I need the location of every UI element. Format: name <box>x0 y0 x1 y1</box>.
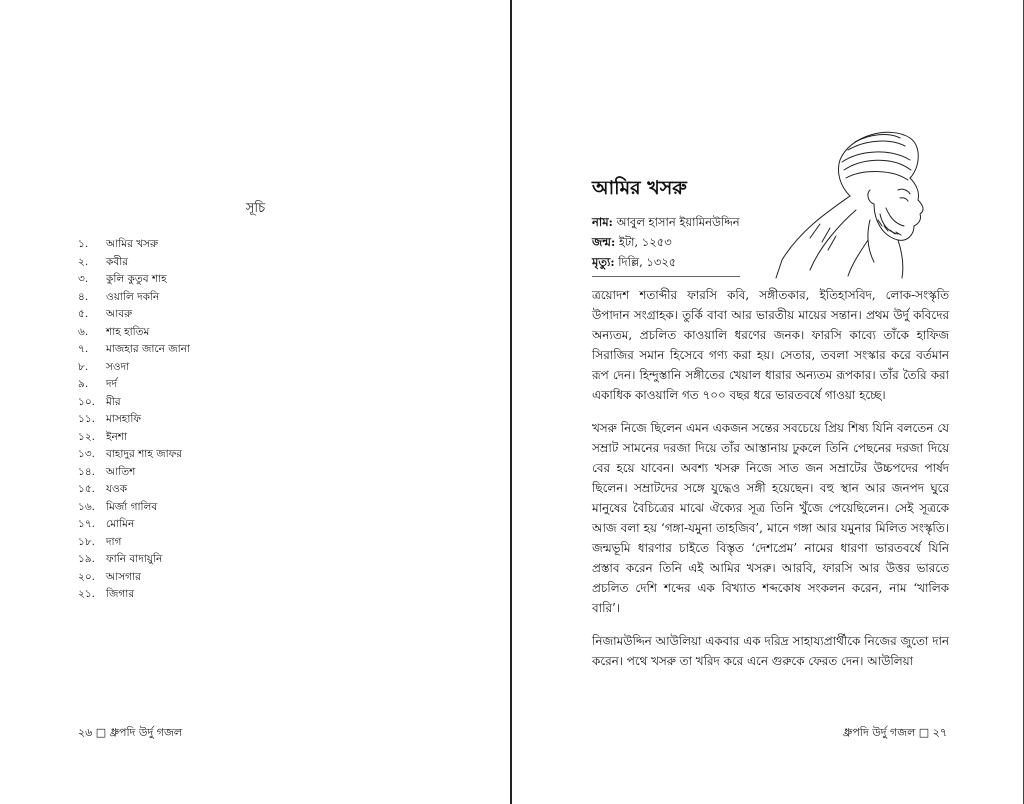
toc-item-title: দর্দ <box>106 378 118 390</box>
toc-item-title: ফানি বাদায়ুনি <box>106 553 163 565</box>
toc-item-number: ১. <box>78 238 89 250</box>
meta-divider <box>592 276 740 277</box>
meta-label: জন্ম: <box>592 235 616 249</box>
meta-value: ইটা, ১২৫৩ <box>618 235 672 249</box>
toc-item-number: ২১. <box>78 588 95 600</box>
toc-item <box>78 586 190 604</box>
right-page <box>512 0 1024 804</box>
toc-item-number: ১২. <box>78 430 95 443</box>
toc-title: সূচি <box>245 201 266 216</box>
toc-item-number: ১৫. <box>78 483 95 495</box>
toc-item <box>78 254 190 272</box>
toc-item-number: ৬. <box>78 325 89 338</box>
biography-text <box>592 285 949 683</box>
meta-name-row <box>592 212 740 232</box>
toc-item <box>78 271 190 289</box>
toc-item <box>78 236 190 254</box>
toc-item-number: ১৮. <box>78 535 95 548</box>
left-page-footer: ২৬ □ ধ্রুপদি উর্দু গজল <box>78 726 183 739</box>
toc-item <box>78 429 190 447</box>
meta-value: আবুল হাসান ইয়ামিনউদ্দিন <box>616 215 740 229</box>
toc-item-number: ৩. <box>78 273 89 285</box>
toc-item-number: ২. <box>78 255 89 268</box>
toc-item <box>78 324 190 342</box>
toc-item <box>78 306 190 324</box>
toc-item-number: ৪. <box>78 290 89 303</box>
toc-item <box>78 376 190 394</box>
meta-label: নাম: <box>592 215 613 229</box>
toc-item-title: আবরু <box>106 308 133 320</box>
toc-item-title: মীর <box>106 395 121 408</box>
toc-item-title: মির্জা গালিব <box>106 500 158 513</box>
poet-meta <box>592 212 740 272</box>
toc-item <box>78 534 190 552</box>
toc-item-title: আমির খসরু <box>106 238 159 250</box>
toc-item-title: মাসহাফি <box>106 413 142 425</box>
toc-item <box>78 481 190 499</box>
toc-item <box>78 446 190 464</box>
toc-item-number: ১৯. <box>78 553 95 565</box>
toc-item-title: শাহ হাতিম <box>106 325 150 338</box>
toc-item-title: দাগ <box>106 535 122 548</box>
poet-portrait-illustration <box>770 120 940 280</box>
toc-item-title: যওক <box>106 483 128 495</box>
toc-item-title: কুলি কুতুব শাহ <box>106 273 167 285</box>
toc-item <box>78 359 190 377</box>
toc-item <box>78 341 190 359</box>
toc-item-title: আসগার <box>106 570 141 583</box>
toc-item <box>78 411 190 429</box>
body-paragraph: খসরু নিজে ছিলেন এমন একজন সন্তের সবচেয়ে প্রিয় শিষ্য যিনি বলতেন যে সম্রাট সামনের দরজা দিয়ে তাঁর আস্তানায় ঢুকলে তিনি পেছনের দরজা দিয়ে বের হয়ে যাবেন। অবশ্য খসরু নিজে সাত জন সম্রাটের উচ্চপদের পার্ষদ ছিলেন। সম্রাটদের সঙ্গে যুদ্ধেও সঙ্গী হয়েছেন। বহু স্থান আর জনপদ ঘুরে মানুষের বৈচিত্রের মাঝে ঐক্যের সূত্র তিনি খুঁজে পেয়েছিলেন। সেই সূত্রকে আজ বলা হয় ‘গঙ্গা-যমুনা তাহজিব’, মানে গঙ্গা আর যমুনার মিলিত সংস্কৃতি। জন্মভূমি ধারণার চাইতে বিস্তৃত ‘দেশপ্রেম’ নামের ধারণা ভারতবর্ষে যিনি প্রস্তাব করেন তিনি এই আমির খসরু। আরবি, ফারসি আর উত্তর ভারতে প্রচলিত দেশি শব্দের এক বিখ্যাত শব্দকোষ সংকলন করেন, নাম ‘খালিক বারি’। <box>592 420 949 616</box>
toc-item-title: কবীর <box>106 255 128 268</box>
toc-item <box>78 464 190 482</box>
toc-item <box>78 394 190 412</box>
toc-item-title: ওয়ালি দকনি <box>106 290 160 303</box>
toc-item-number: ১১. <box>78 413 95 425</box>
toc-item-number: ১৩. <box>78 448 95 460</box>
toc-item-number: ১০. <box>78 395 95 408</box>
toc-item-number: ২০. <box>78 570 95 583</box>
toc-item-number: ৯. <box>78 378 89 390</box>
toc-item-number: ৫. <box>78 308 89 320</box>
meta-birth-row <box>592 232 740 252</box>
toc-item <box>78 569 190 587</box>
poet-title: আমির খসরু <box>592 177 687 199</box>
toc-item-title: বাহাদুর শাহ জাফর <box>106 448 183 460</box>
meta-death-row <box>592 252 740 272</box>
meta-value: দিল্লি, ১৩২৫ <box>618 255 677 269</box>
toc-item-title: ইনশা <box>106 430 127 443</box>
toc-item-title: আতিশ <box>106 465 136 478</box>
toc-item-title: সওদা <box>106 360 130 373</box>
meta-label: মৃত্যু: <box>592 255 615 269</box>
toc-item-number: ৮. <box>78 360 89 373</box>
toc-item <box>78 516 190 534</box>
toc-item-number: ১৬. <box>78 500 95 513</box>
toc-item <box>78 289 190 307</box>
body-paragraph: ত্রয়োদশ শতাব্দীর ফারসি কবি, সঙ্গীতকার, ইতিহাসবিদ, লোক-সংস্কৃতি উপাদান সংগ্রাহক। তুর্কি বাবা আর ভারতীয় মায়ের সন্তান। প্রথম উর্দু কবিদের অন্যতম, প্রচলিত কাওয়ালি ধরণের জনক। ফারসি কাব্যে তাঁকে হাফিজ সিরাজির সমান হিসেবে গণ্য করা হয়। সেতার, তবলা সংস্কার করে বর্তমান রূপ দেন। হিন্দুস্তানি সঙ্গীতের খেয়াল ধারার অন্যতম রূপকার। তাঁর তৈরি করা একাধিক কাওয়ালি গত ৭০০ বছর ধরে ভারতবর্ষে গাওয়া হচ্ছে। <box>592 288 949 403</box>
toc-item-title: জিগার <box>106 588 135 600</box>
toc-item-title: মাজহার জানে জানা <box>106 343 190 355</box>
toc-item-number: ১৪. <box>78 465 95 478</box>
right-page-footer: ধ্রুপদি উর্দু গজল □ ২৭ <box>842 726 947 739</box>
body-paragraph: নিজামউদ্দিন আউলিয়া একবার এক দরিদ্র সাহায্যপ্রার্থীকে নিজের জুতো দান করেন। পথে খসরু তা খরিদ করে এনে গুরুকে ফেরত দেন। আউলিয়া <box>592 633 949 668</box>
left-page <box>0 0 511 804</box>
toc-item-number: ১৭. <box>78 518 95 530</box>
toc-item-number: ৭. <box>78 343 89 355</box>
toc-item <box>78 551 190 569</box>
toc-list <box>78 236 190 604</box>
toc-item-title: মোমিন <box>106 518 135 530</box>
toc-item <box>78 499 190 517</box>
